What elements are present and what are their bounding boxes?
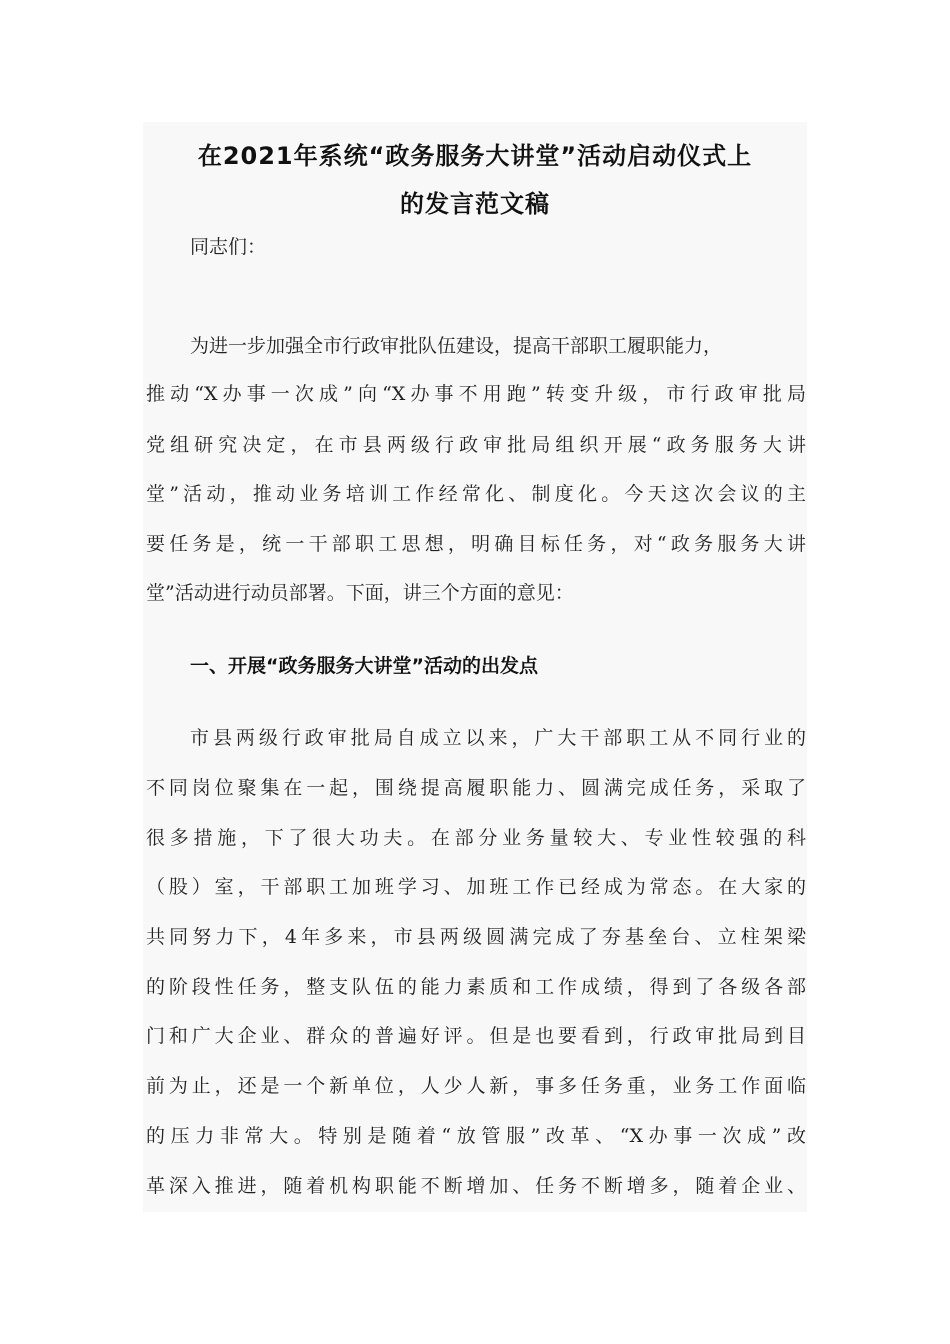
paragraph-2-line-6: 的阶段性任务，整支队伍的能力素质和工作成绩，得到了各级各部 [146, 976, 806, 998]
paragraph-2-line-5: 共同努力下，4年多来，市县两级圆满完成了夯基垒台、立柱架梁 [146, 926, 806, 948]
paragraph-2-line-9: 的压力非常大。特别是随着“放管服”改革、“X办事一次成”改 [146, 1125, 806, 1147]
paragraph-1-line-3: 党组研究决定，在市县两级行政审批局组织开展“政务服务大讲 [146, 434, 806, 456]
paragraph-1-line-6: 堂”活动进行动员部署。下面，讲三个方面的意见： [146, 582, 574, 604]
section-1-heading: 一、开展“政务服务大讲堂”活动的出发点 [190, 655, 538, 677]
paragraph-1-line-4: 堂”活动，推动业务培训工作经常化、制度化。今天这次会议的主 [146, 483, 806, 505]
paragraph-1-line-5: 要任务是，统一干部职工思想，明确目标任务，对“政务服务大讲 [146, 533, 806, 555]
paragraph-2-line-10: 革深入推进，随着机构职能不断增加、任务不断增多，随着企业、 [146, 1175, 806, 1197]
paragraph-1-line-2: 推动“X办事一次成”向“X办事不用跑”转变升级，市行政审批局 [146, 383, 806, 405]
paragraph-2-line-3: 很多措施，下了很大功夫。在部分业务量较大、专业性较强的科 [146, 827, 806, 849]
paragraph-2-line-2: 不同岗位聚集在一起，围绕提高履职能力、圆满完成任务，采取了 [146, 777, 806, 799]
paragraph-2-line-7: 门和广大企业、群众的普遍好评。但是也要看到，行政审批局到目 [146, 1025, 806, 1047]
paragraph-1-line-1: 为进一步加强全市行政审批队伍建设，提高干部职工履职能力， [190, 335, 723, 357]
salutation: 同志们： [190, 236, 267, 258]
paragraph-2-line-8: 前为止，还是一个新单位，人少人新，事多任务重，业务工作面临 [146, 1075, 806, 1097]
paragraph-2-line-1: 市县两级行政审批局自成立以来，广大干部职工从不同行业的 [190, 727, 806, 749]
document-title-line-1: 在2021年系统“政务服务大讲堂”活动启动仪式上 [197, 142, 753, 170]
document-title-line-2: 的发言范文稿 [400, 190, 550, 218]
paragraph-2-line-4: （股）室，干部职工加班学习、加班工作已经成为常态。在大家的 [146, 876, 806, 898]
